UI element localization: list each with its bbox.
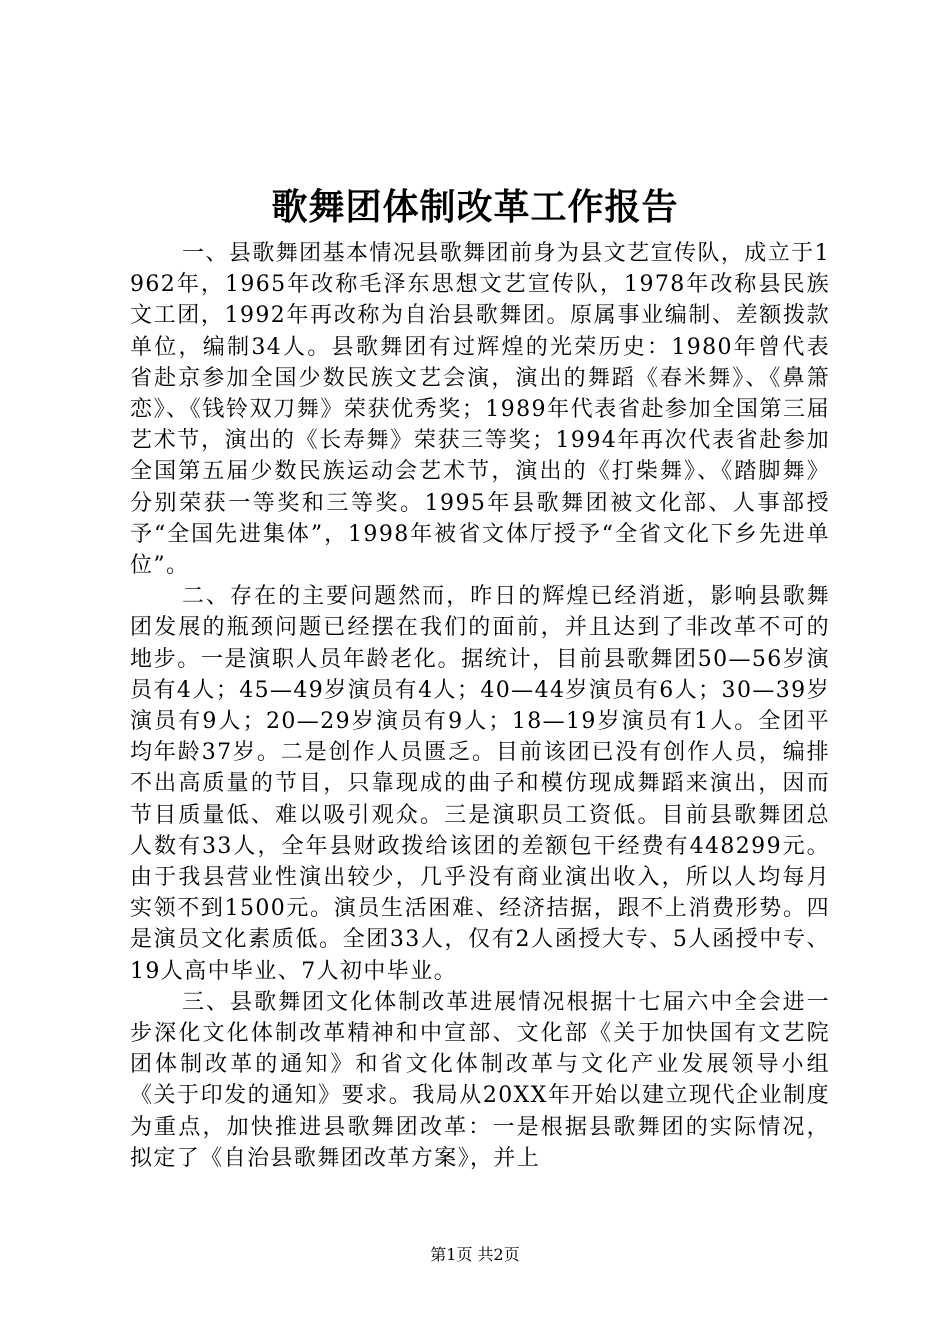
paragraph-main-problems: 二、存在的主要问题然而，昨日的辉煌已经消逝，影响县歌舞团发展的瓶颈问题已经摆在我们的面前，并且达到了非改革不可的地步。一是演职人员年龄老化。据统计，目前县歌舞团50—56岁演员有4人；45—49岁演员有4人；40—44岁演员有6人；30—39岁演员有9人；20—29岁演员有9人；18—19岁演员有1人。全团平均年龄37岁。二是创作人员匮乏。目前该团已没有创作人员，编排不出高质量的节目，只靠现成的曲子和模仿现成舞蹈来演出，因而节目质量低、难以吸引观众。三是演职员工资低。目前县歌舞团总人数有33人，全年县财政拨给该团的差额包干经费有448299元。由于我县营业性演出较少，几乎没有商业演出收入，所以人均每月实领不到1500元。演员生活困难、经济拮据，跟不上消费形势。四是演员文化素质低。全团33人，仅有2人函授大专、5人函授中专、19人高中毕业、7人初中毕业。: [130, 584, 830, 984]
paragraph-basic-info: 一、县歌舞团基本情况县歌舞团前身为县文艺宣传队，成立于1962年，1965年改称毛泽东思想文艺宣传队，1978年改称县民族文工团，1992年再改称为自治县歌舞团。原属事业编制、差额拨款单位，编制34人。县歌舞团有过辉煌的光荣历史：1980年曾代表省赴京参加全国少数民族文艺会演，演出的舞蹈《春米舞》、《鼻箫恋》、《钱铃双刀舞》荣获优秀奖；1989年代表省赴参加全国第三届艺术节，演出的《长寿舞》荣获三等奖；1994年再次代表省赴参加全国第五届少数民族运动会艺术节，演出的《打柴舞》、《踏脚舞》分别荣获一等奖和三等奖。1995年县歌舞团被文化部、人事部授予“全国先进集体”，1998年被省文体厅授予“全省文化下乡先进单位”。: [130, 241, 830, 579]
document-body: [130, 238, 830, 1174]
document-title: 歌舞团体制改革工作报告: [271, 186, 679, 228]
page-footer: 第1页 共2页: [430, 1245, 520, 1264]
paragraph-reform-progress: 三、县歌舞团文化体制改革进展情况根据十七届六中全会进一步深化文化体制改革精神和中宣部、文化部《关于加快国有文艺院团体制改革的通知》和省文化体制改革与文化产业发展领导小组《关于印发的通知》要求。我局从20XX年开始以建立现代企业制度为重点，加快推进县歌舞团改革：一是根据县歌舞团的实际情况，拟定了《自治县歌舞团改革方案》，并上: [130, 989, 830, 1171]
